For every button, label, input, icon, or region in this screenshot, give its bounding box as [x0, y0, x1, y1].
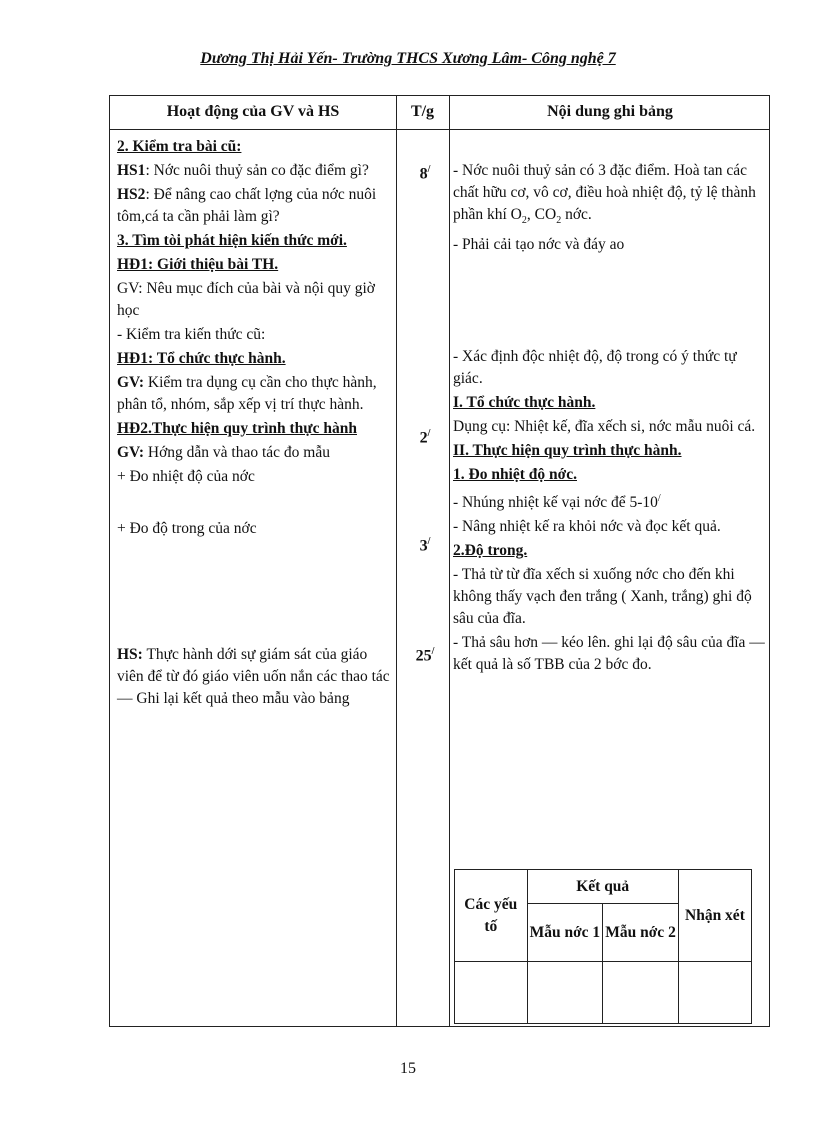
- time-2: 2/: [419, 428, 431, 447]
- header-activity: Hoạt động của GV và HS: [166, 103, 340, 120]
- procedure-title: II. Thực hiện quy trình thực hành.: [453, 442, 682, 460]
- clarity-step-1: - Thả từ từ đĩa xếch si xuống nớc cho đến khi không thấy vạch đen trắng ( Xanh, trắng) ghi độ sâu của đĩa.: [453, 566, 752, 628]
- factors-header: Các yếu tố: [455, 870, 528, 962]
- results-header: Kết quả: [527, 870, 678, 904]
- empty-cell: [603, 962, 679, 1024]
- page-header: Dương Thị Hải Yến- Trường THCS Xương Lâm- Công nghệ 7: [200, 50, 616, 67]
- tools: Dụng cụ: Nhiệt kế, đĩa xếch si, nớc mẫu nuôi cá.: [453, 418, 756, 436]
- time-25: 25/: [415, 646, 435, 665]
- sample-2-header: Mẫu nớc 2: [603, 904, 679, 962]
- time-8: 8/: [419, 164, 431, 183]
- section-2-title: 2. Kiểm tra bài cũ:: [117, 138, 242, 155]
- gv-guide: GV: Hớng dẫn và thao tác đo mẫu: [117, 444, 330, 461]
- question-hs2: HS2: Để nâng cao chất lợng của nớc nuôi tôm,cá ta cần phải làm gì?: [117, 186, 377, 225]
- check-knowledge: - Kiểm tra kiến thức cũ:: [117, 326, 266, 343]
- empty-cell: [678, 962, 751, 1024]
- section-3-title: 3. Tìm tòi phát hiện kiến thức mới.: [117, 232, 347, 249]
- organize-title: I. Tổ chức thực hành.: [453, 394, 596, 412]
- sample-1-header: Mẫu nớc 1: [527, 904, 603, 962]
- objective: - Xác định độc nhiệt độ, độ trong có ý thức tự giác.: [453, 348, 737, 388]
- improve-water: - Phải cải tạo nớc và đáy ao: [453, 236, 625, 254]
- temperature-title: 1. Đo nhiệt độ nớc.: [453, 466, 577, 484]
- empty-cell: [455, 962, 528, 1024]
- measure-temperature: + Đo nhiệt độ của nớc: [117, 468, 255, 485]
- clarity-step-2: - Thả sâu hơn — kéo lên. ghi lại độ sâu của đĩa — kết quả là số TBB của 2 bớc đo.: [453, 634, 765, 674]
- header-content: Nội dung ghi bảng: [547, 103, 673, 120]
- empty-cell: [527, 962, 603, 1024]
- temperature-step-2: - Nâng nhiệt kế ra khỏi nớc và đọc kết quả.: [453, 518, 721, 536]
- hs-practice: HS: Thực hành dới sự giám sát của giáo viên để từ đó giáo viên uốn nắn các thao tác — Ghi lại kết quả theo mẫu vào bảng: [117, 646, 390, 707]
- page-number: 15: [400, 1060, 416, 1077]
- measure-clarity: + Đo độ trong của nớc: [117, 520, 257, 537]
- water-characteristics: - Nớc nuôi thuỷ sản có 3 đặc điểm. Hoà tan các chất hữu cơ, vô cơ, điều hoà nhiệt độ, tỷ lệ thành phần khí $O_2$, $CO_2$ nớc.: [453, 162, 756, 227]
- hd2-title: HĐ2.Thực hiện quy trình thực hành: [117, 420, 357, 437]
- activity-column: [117, 136, 397, 712]
- hd1-intro-title: HĐ1: Giới thiệu bài TH.: [117, 256, 279, 273]
- gv-intro: GV: Nêu mục đích của bài và nội quy giờ học: [117, 280, 375, 319]
- column-divider: [449, 96, 450, 1026]
- clarity-title: 2.Độ trong.: [453, 542, 528, 560]
- time-3: 3/: [419, 536, 431, 555]
- content-column: [453, 136, 765, 678]
- question-hs1: HS1: Nớc nuôi thuỷ sản co đặc điểm gì?: [117, 162, 369, 179]
- comment-header: Nhận xét: [678, 870, 751, 962]
- lesson-table: [109, 95, 770, 1027]
- header-time: T/g: [410, 103, 435, 120]
- results-table: [454, 869, 752, 1024]
- header-divider: [110, 129, 769, 130]
- gv-organize: GV: Kiểm tra dụng cụ cần cho thực hành, phân tổ, nhóm, sắp xếp vị trí thực hành.: [117, 374, 377, 413]
- temperature-step-1: - Nhúng nhiệt kế vại nớc để 5-10/: [453, 493, 661, 512]
- hd1-organize-title: HĐ1: Tổ chức thực hành.: [117, 350, 286, 367]
